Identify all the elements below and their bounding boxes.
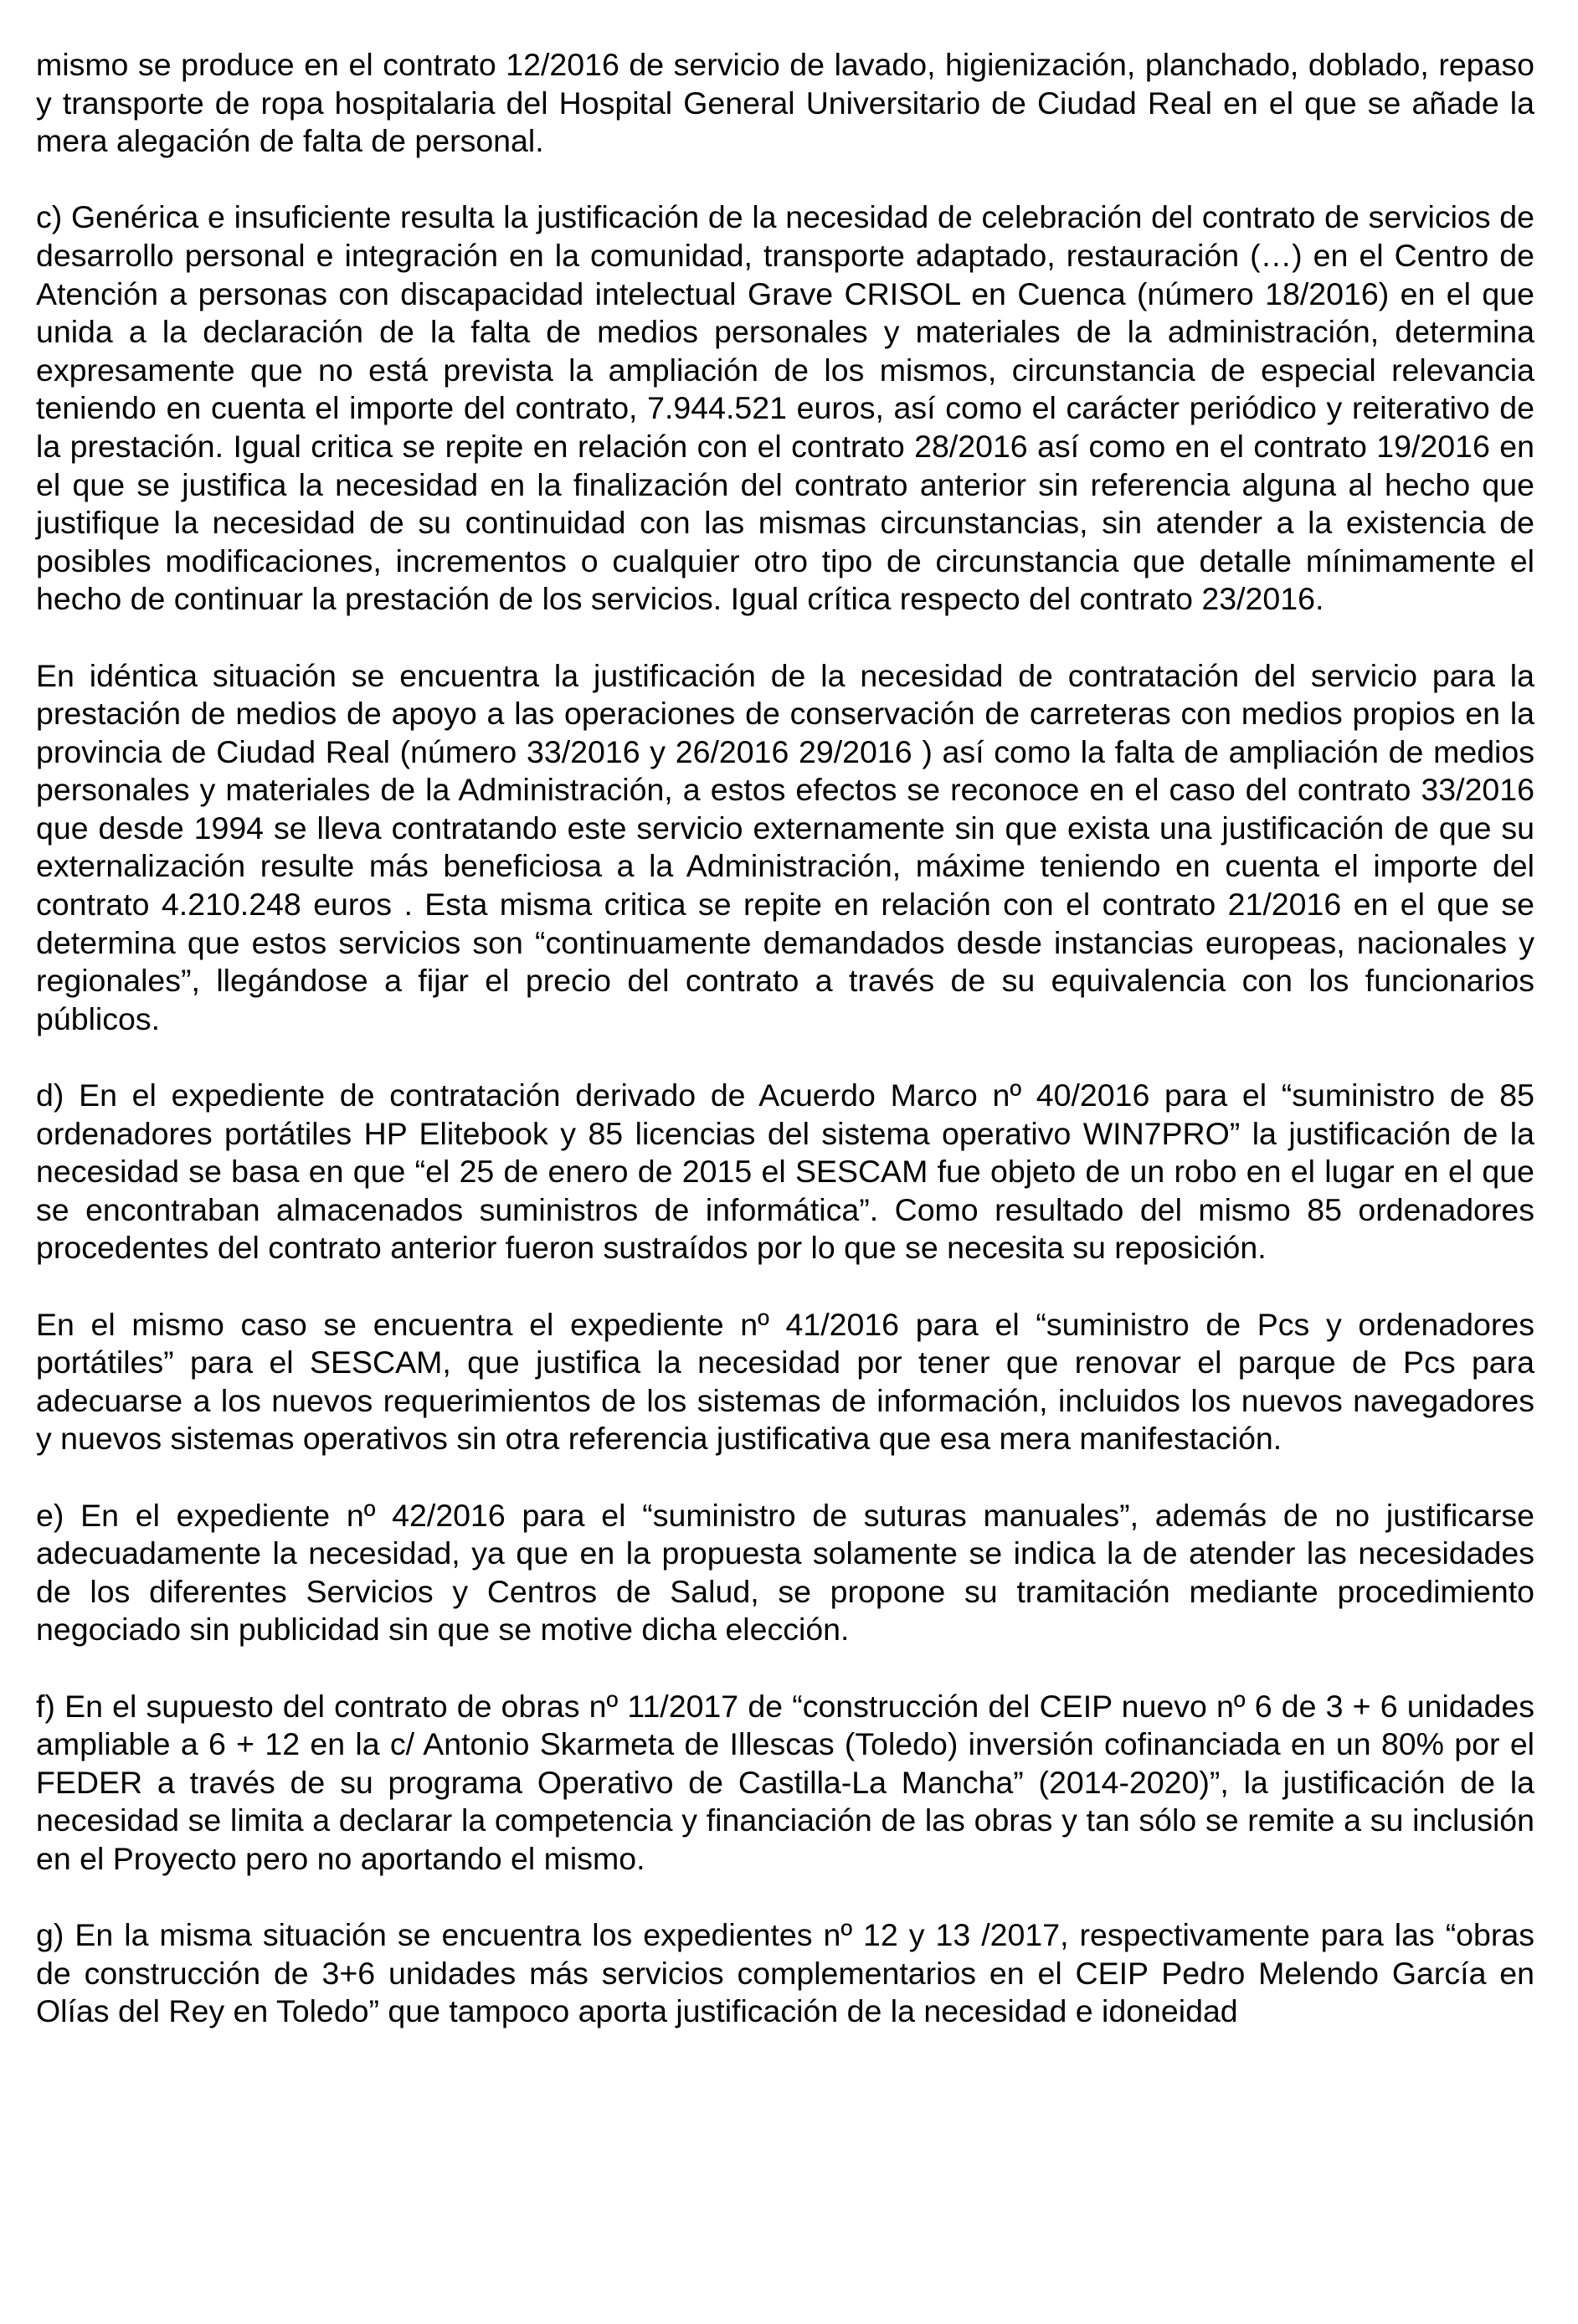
paragraph-continuation: mismo se produce en el contrato 12/2016 de servicio de lavado, higienización, planchado, doblado, repaso y transporte de ropa hospitalaria del Hospital General Universitario de Ciudad Real en el que se añade la mera alegación de falta de personal. — [36, 47, 1534, 159]
paragraph-c: c) Genérica e insuficiente resulta la justificación de la necesidad de celebración del contrato de servicios de desarrollo personal e integración en la comunidad, transporte adaptado, restauración (…) en el Centro de Atención a personas con discapacidad intelectual Grave CRISOL en Cuenca (número 18/2016) en el que unida a la declaración de la falta de medios personales y materiales de la administración, determina expresamente que no está prevista la ampliación de los mismos, circunstancia de especial relevancia teniendo en cuenta el importe del contrato, 7.944.521 euros, así como el carácter periódico y reiterativo de la prestación. Igual critica se repite en relación con el contrato 28/2016 así como en el contrato 19/2016 en el que se justifica la necesidad en la finalización del contrato anterior sin referencia alguna al hecho que justifique la necesidad de su continuidad con las mismas circunstancias, sin atender a la existencia de posibles modificaciones, incrementos o cualquier otro tipo de circunstancia que detalle mínimamente el hecho de continuar la prestación de los servicios. Igual crítica respecto del contrato 23/2016. — [36, 199, 1534, 617]
paragraph-e: e) En el expediente nº 42/2016 para el “suministro de suturas manuales”, además de no justificarse adecuadamente la necesidad, ya que en la propuesta solamente se indica la de atender las necesidades de los diferentes Servicios y Centros de Salud, se propone su tramitación mediante procedimiento negociado sin publicidad sin que se motive dicha elección. — [36, 1497, 1534, 1648]
paragraph-c-continued: En idéntica situación se encuentra la justificación de la necesidad de contratación del servicio para la prestación de medios de apoyo a las operaciones de conservación de carreteras con medios propios en la provincia de Ciudad Real (número 33/2016 y 26/2016 29/2016 ) así como la falta de ampliación de medios personales y materiales de la Administración, a estos efectos se reconoce en el caso del contrato 33/2016 que desde 1994 se lleva contratando este servicio externamente sin que exista una justificación de que su externalización resulte más beneficiosa a la Administración, máxime teniendo en cuenta el importe del contrato 4.210.248 euros . Esta misma critica se repite en relación con el contrato 21/2016 en el que se determina que estos servicios son “continuamente demandados desde instancias europeas, nacionales y regionales”, llegándose a fijar el precio del contrato a través de su equivalencia con los funcionarios públicos. — [36, 657, 1534, 1036]
paragraph-g: g) En la misma situación se encuentra los expedientes nº 12 y 13 /2017, respectivamente para las “obras de construcción de 3+6 unidades más servicios complementarios en el CEIP Pedro Melendo García en Olías del Rey en Toledo” que tampoco aporta justificación de la necesidad e idoneidad — [36, 1917, 1534, 2029]
paragraph-f: f) En el supuesto del contrato de obras nº 11/2017 de “construcción del CEIP nuevo nº 6 de 3 + 6 unidades ampliable a 6 + 12 en la c/ Antonio Skarmeta de Illescas (Toledo) inversión cofinanciada en un 80% por el FEDER a través de su programa Operativo de Castilla-La Mancha” (2014-2020)”, la justificación de la necesidad se limita a declarar la competencia y financiación de las obras y tan sólo se remite a su inclusión en el Proyecto pero no aportando el mismo. — [36, 1688, 1534, 1876]
document-page — [36, 46, 1534, 2031]
paragraph-d-continued: En el mismo caso se encuentra el expediente nº 41/2016 para el “suministro de Pcs y ordenadores portátiles” para el SESCAM, que justifica la necesidad por tener que renovar el parque de Pcs para adecuarse a los nuevos requerimientos de los sistemas de información, incluidos los nuevos navegadores y nuevos sistemas operativos sin otra referencia justificativa que esa mera manifestación. — [36, 1306, 1534, 1457]
paragraph-d: d) En el expediente de contratación derivado de Acuerdo Marco nº 40/2016 para el “suministro de 85 ordenadores portátiles HP Elitebook y 85 licencias del sistema operativo WIN7PRO” la justificación de la necesidad se basa en que “el 25 de enero de 2015 el SESCAM fue objeto de un robo en el lugar en el que se encontraban almacenados suministros de informática”. Como resultado del mismo 85 ordenadores procedentes del contrato anterior fueron sustraídos por lo que se necesita su reposición. — [36, 1077, 1534, 1266]
